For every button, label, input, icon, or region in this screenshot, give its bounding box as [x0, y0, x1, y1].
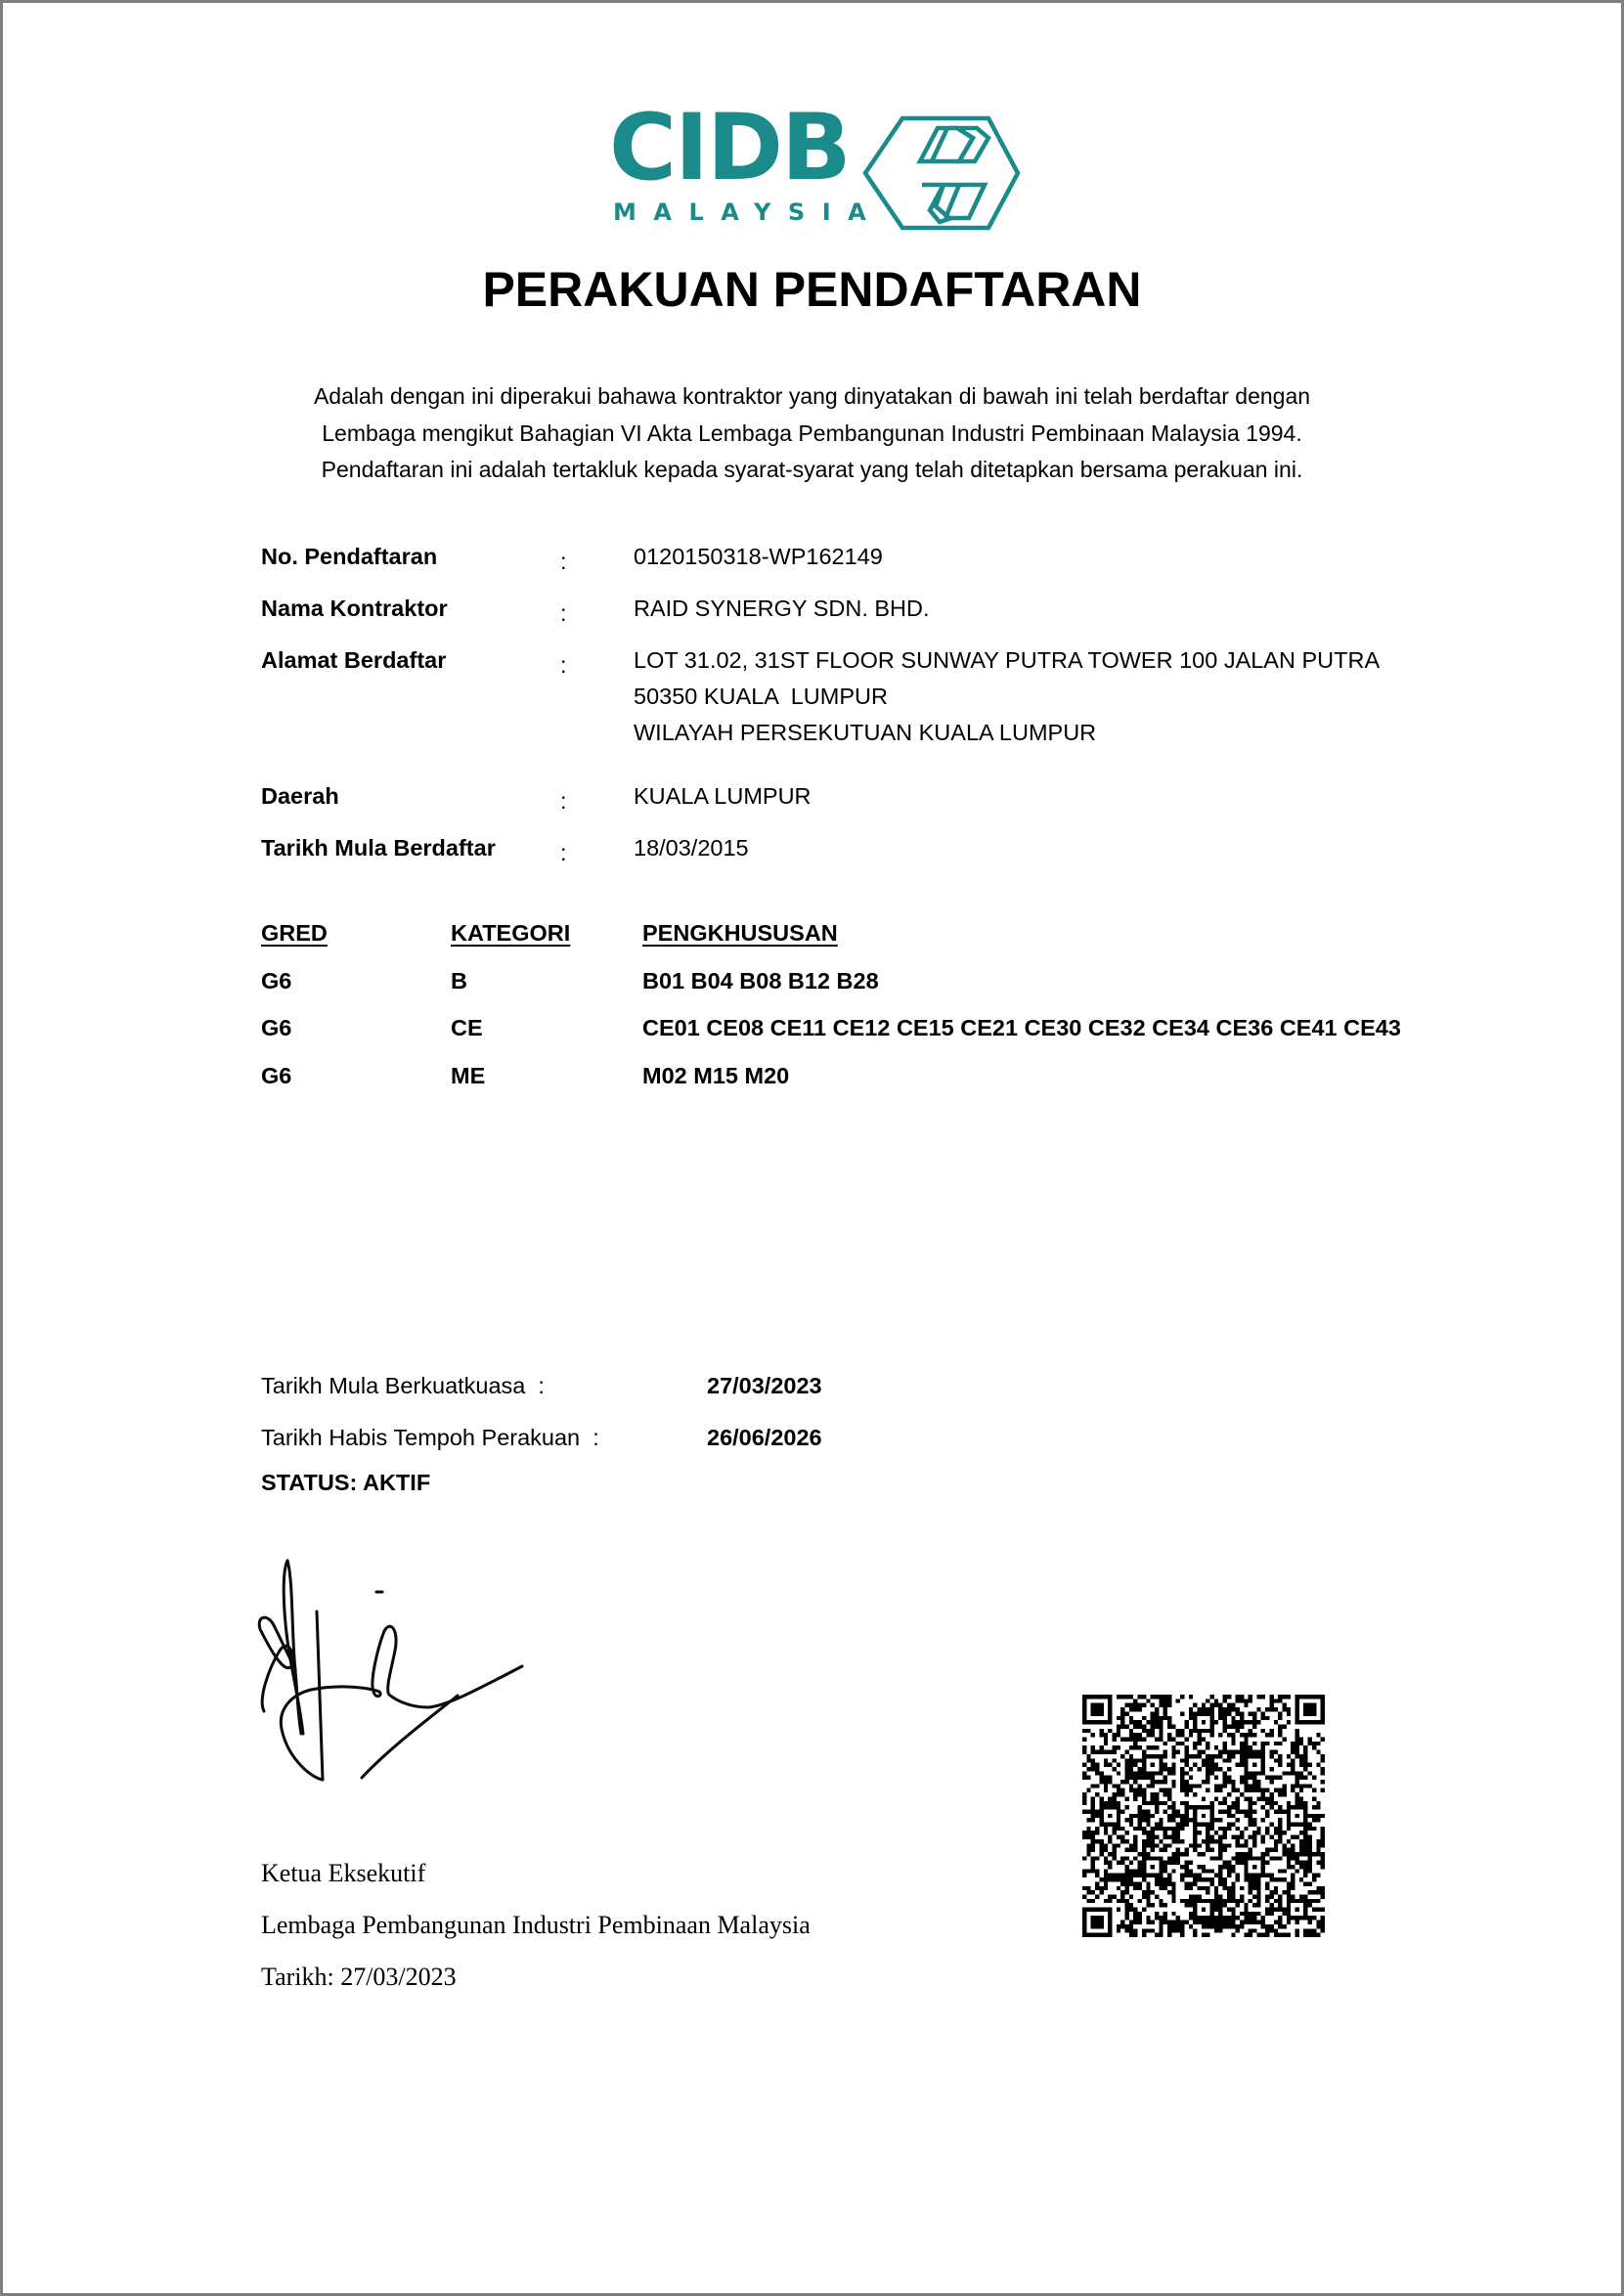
- colon: :: [560, 652, 567, 678]
- qr-code-icon[interactable]: [1082, 1695, 1325, 1937]
- header-category: KATEGORI: [451, 920, 571, 946]
- colon: :: [560, 840, 567, 865]
- header-specialization: PENGKHUSUSAN: [642, 920, 838, 946]
- grade-cell: G6: [261, 1015, 292, 1040]
- expiry-date-label: Tarikh Habis Tempoh Perakuan :: [261, 1425, 599, 1450]
- colon: :: [560, 788, 567, 814]
- grade-cell: G6: [261, 1062, 292, 1088]
- address-label: Alamat Berdaftar: [261, 647, 447, 673]
- document-title: PERAKUAN PENDAFTARAN: [482, 262, 1142, 317]
- address-line: WILAYAH PERSEKUTUAN KUALA LUMPUR: [634, 720, 1097, 745]
- category-cell: ME: [451, 1062, 486, 1088]
- registration-no-value: 0120150318-WP162149: [634, 544, 883, 569]
- effective-date-row: [261, 1368, 822, 1404]
- effective-date-value: 27/03/2023: [707, 1373, 822, 1398]
- status-badge: STATUS: AKTIF: [261, 1470, 431, 1495]
- specialization-cell: CE01 CE08 CE11 CE12 CE15 CE21 CE30 CE32 CE34 CE36 CE41 CE43: [642, 1015, 1401, 1040]
- signatory-title: Ketua Eksekutif: [261, 1859, 426, 1887]
- grade-cell: G6: [261, 967, 292, 993]
- colon: :: [560, 549, 567, 574]
- intro-paragraph: [198, 378, 1426, 489]
- address-line: LOT 31.02, 31ST FLOOR SUNWAY PUTRA TOWER 100 JALAN PUTRA: [634, 647, 1381, 673]
- registration-start-value: 18/03/2015: [634, 835, 749, 861]
- intro-line: Lembaga mengikut Bahagian VI Akta Lembaga Pembangunan Industri Pembinaan Malaysia 1994.: [322, 419, 1302, 446]
- header-grade: GRED: [261, 920, 328, 946]
- registration-no-label: No. Pendaftaran: [261, 544, 438, 569]
- signatory-date: Tarikh: 27/03/2023: [261, 1963, 457, 1991]
- district-label: Daerah: [261, 783, 339, 809]
- cidb-hexagon-mark-icon: [861, 112, 1022, 234]
- contractor-name-value: RAID SYNERGY SDN. BHD.: [634, 596, 930, 621]
- cidb-logo: [609, 95, 1020, 236]
- intro-line: Adalah dengan ini diperakui bahawa kontraktor yang dinyatakan di bawah ini telah berdaftar dengan: [313, 383, 1311, 409]
- registration-start-label: Tarikh Mula Berdaftar: [261, 835, 496, 861]
- category-cell: B: [451, 967, 467, 993]
- logo-text: CIDB: [609, 95, 850, 201]
- category-cell: CE: [451, 1015, 483, 1040]
- colon: :: [560, 600, 567, 626]
- expiry-date-row: [261, 1420, 822, 1456]
- address-value: [634, 642, 1380, 751]
- signatory-organization: Lembaga Pembangunan Industri Pembinaan Malaysia: [261, 1911, 811, 1939]
- intro-line: Pendaftaran ini adalah tertakluk kepada syarat-syarat yang telah ditetapkan bersama perakuan ini.: [321, 457, 1303, 482]
- effective-date-label: Tarikh Mula Berkuatkuasa :: [261, 1373, 545, 1398]
- signature-image: [252, 1553, 546, 1797]
- district-value: KUALA LUMPUR: [634, 783, 812, 809]
- logo-subtext: MALAYSIA: [613, 199, 884, 226]
- contractor-name-label: Nama Kontraktor: [261, 596, 448, 621]
- address-line: 50350 KUALA LUMPUR: [634, 684, 888, 709]
- specialization-cell: M02 M15 M20: [642, 1062, 790, 1088]
- expiry-date-value: 26/06/2026: [707, 1425, 822, 1450]
- specialization-cell: B01 B04 B08 B12 B28: [642, 967, 879, 993]
